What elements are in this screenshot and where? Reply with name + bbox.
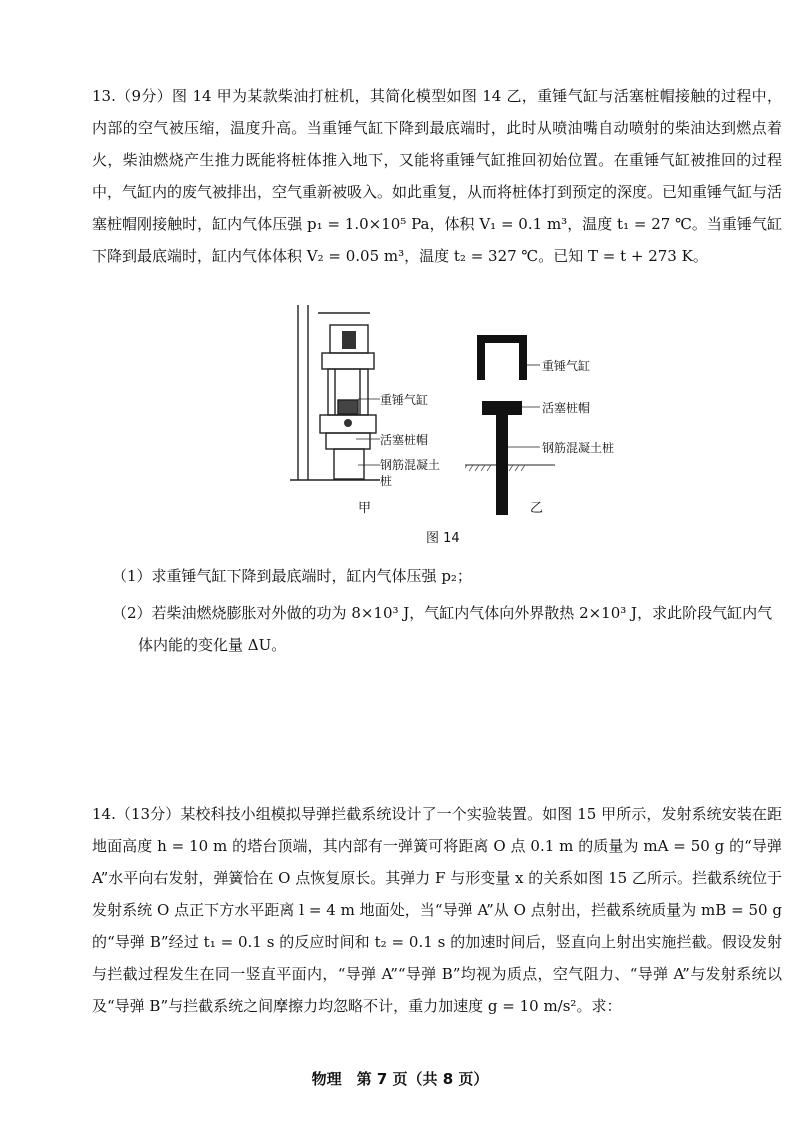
yi-label-concrete-pile: 钢筋混凝土桩 bbox=[542, 441, 615, 455]
question-14 bbox=[92, 798, 782, 1022]
yi-label-hammer-cylinder: 重锤气缸 bbox=[542, 359, 591, 373]
question-13-part-2: （2）若柴油燃烧膨胀对外做的功为 8×10³ J，气缸内气体向外界散热 2×10³ J，求此阶段气缸内气体内能的变化量 ΔU。 bbox=[112, 604, 773, 654]
jia-label-hammer-cylinder: 重锤气缸 bbox=[380, 393, 429, 407]
question-13-part-1: （1）求重锤气缸下降到最底端时，缸内气体压强 p₂； bbox=[112, 567, 472, 585]
jia-label-concrete-pile: 钢筋混凝土桩 bbox=[380, 458, 441, 488]
page-footer: 物理 第 7 页（共 8 页） bbox=[311, 1070, 489, 1088]
yi-label-piston-cap: 活塞桩帽 bbox=[542, 401, 591, 415]
question-13-text: 13.（9分）图 14 甲为某款柴油打桩机，其简化模型如图 14 乙，重锤气缸与活塞桩帽接触的过程中，内部的空气被压缩，温度升高。当重锤气缸下降到最底端时，此时从喷油嘴自动喷射的柴油达到燃点着火，柴油燃烧产生推力既能将桩体推入地下，又能将重锤气缸推回初始位置。在重锤气缸被推回的过程中，气缸内的废气被排出，空气重新被吸入。如此重复，从而将桩体打到预定的深度。已知重锤气缸与活塞桩帽刚接触时，缸内气体压强 p₁ = 1.0×10⁵ Pa，体积 V₁ = 0.1 m³，温度 t₁ = 27 ℃。当重锤气缸下降到最底端时，缸内气体体积 V₂ = 0.05 m³，温度 t₂ = 327 ℃。已知 T = t + 273 K。 bbox=[92, 87, 783, 265]
jia-leader-lines bbox=[344, 375, 384, 485]
figure-14-jia-caption: 甲 bbox=[358, 501, 372, 516]
figure-14 bbox=[280, 305, 620, 545]
question-13 bbox=[92, 80, 782, 272]
jia-label-piston-cap: 活塞桩帽 bbox=[380, 433, 429, 447]
figure-14-yi-caption: 乙 bbox=[530, 501, 544, 516]
question-14-text: 14.（13分）某校科技小组模拟导弹拦截系统设计了一个实验装置。如图 15 甲所示，发射系统安装在距地面高度 h = 10 m 的塔台顶端，其内部有一弹簧可将距离 O 点 0.1 m 的质量为 mA = 50 g 的“导弹 A”水平向右发射，弹簧恰在 O 点恢复原长。其弹力 F 与形变量 x 的关系如图 15 乙所示。拦截系统位于发射系统 O 点正下方水平距离 l = 4 m 地面处，当“导弹 A”从 O 点射出，拦截系统质量为 mB = 50 g 的“导弹 B”经过 t₁ = 0.1 s 的反应时间和 t₂ = 0.1 s 的加速时间后，竖直向上射出实施拦截。假设发射与拦截过程发生在同一竖直平面内，“导弹 A”“导弹 B”均视为质点，空气阻力、“导弹 A”与发射系统以及“导弹 B”与拦截系统之间摩擦力均忽略不计，重力加速度 g = 10 m/s²。求： bbox=[92, 805, 782, 1015]
figure-14-title: 图 14 bbox=[426, 531, 460, 546]
